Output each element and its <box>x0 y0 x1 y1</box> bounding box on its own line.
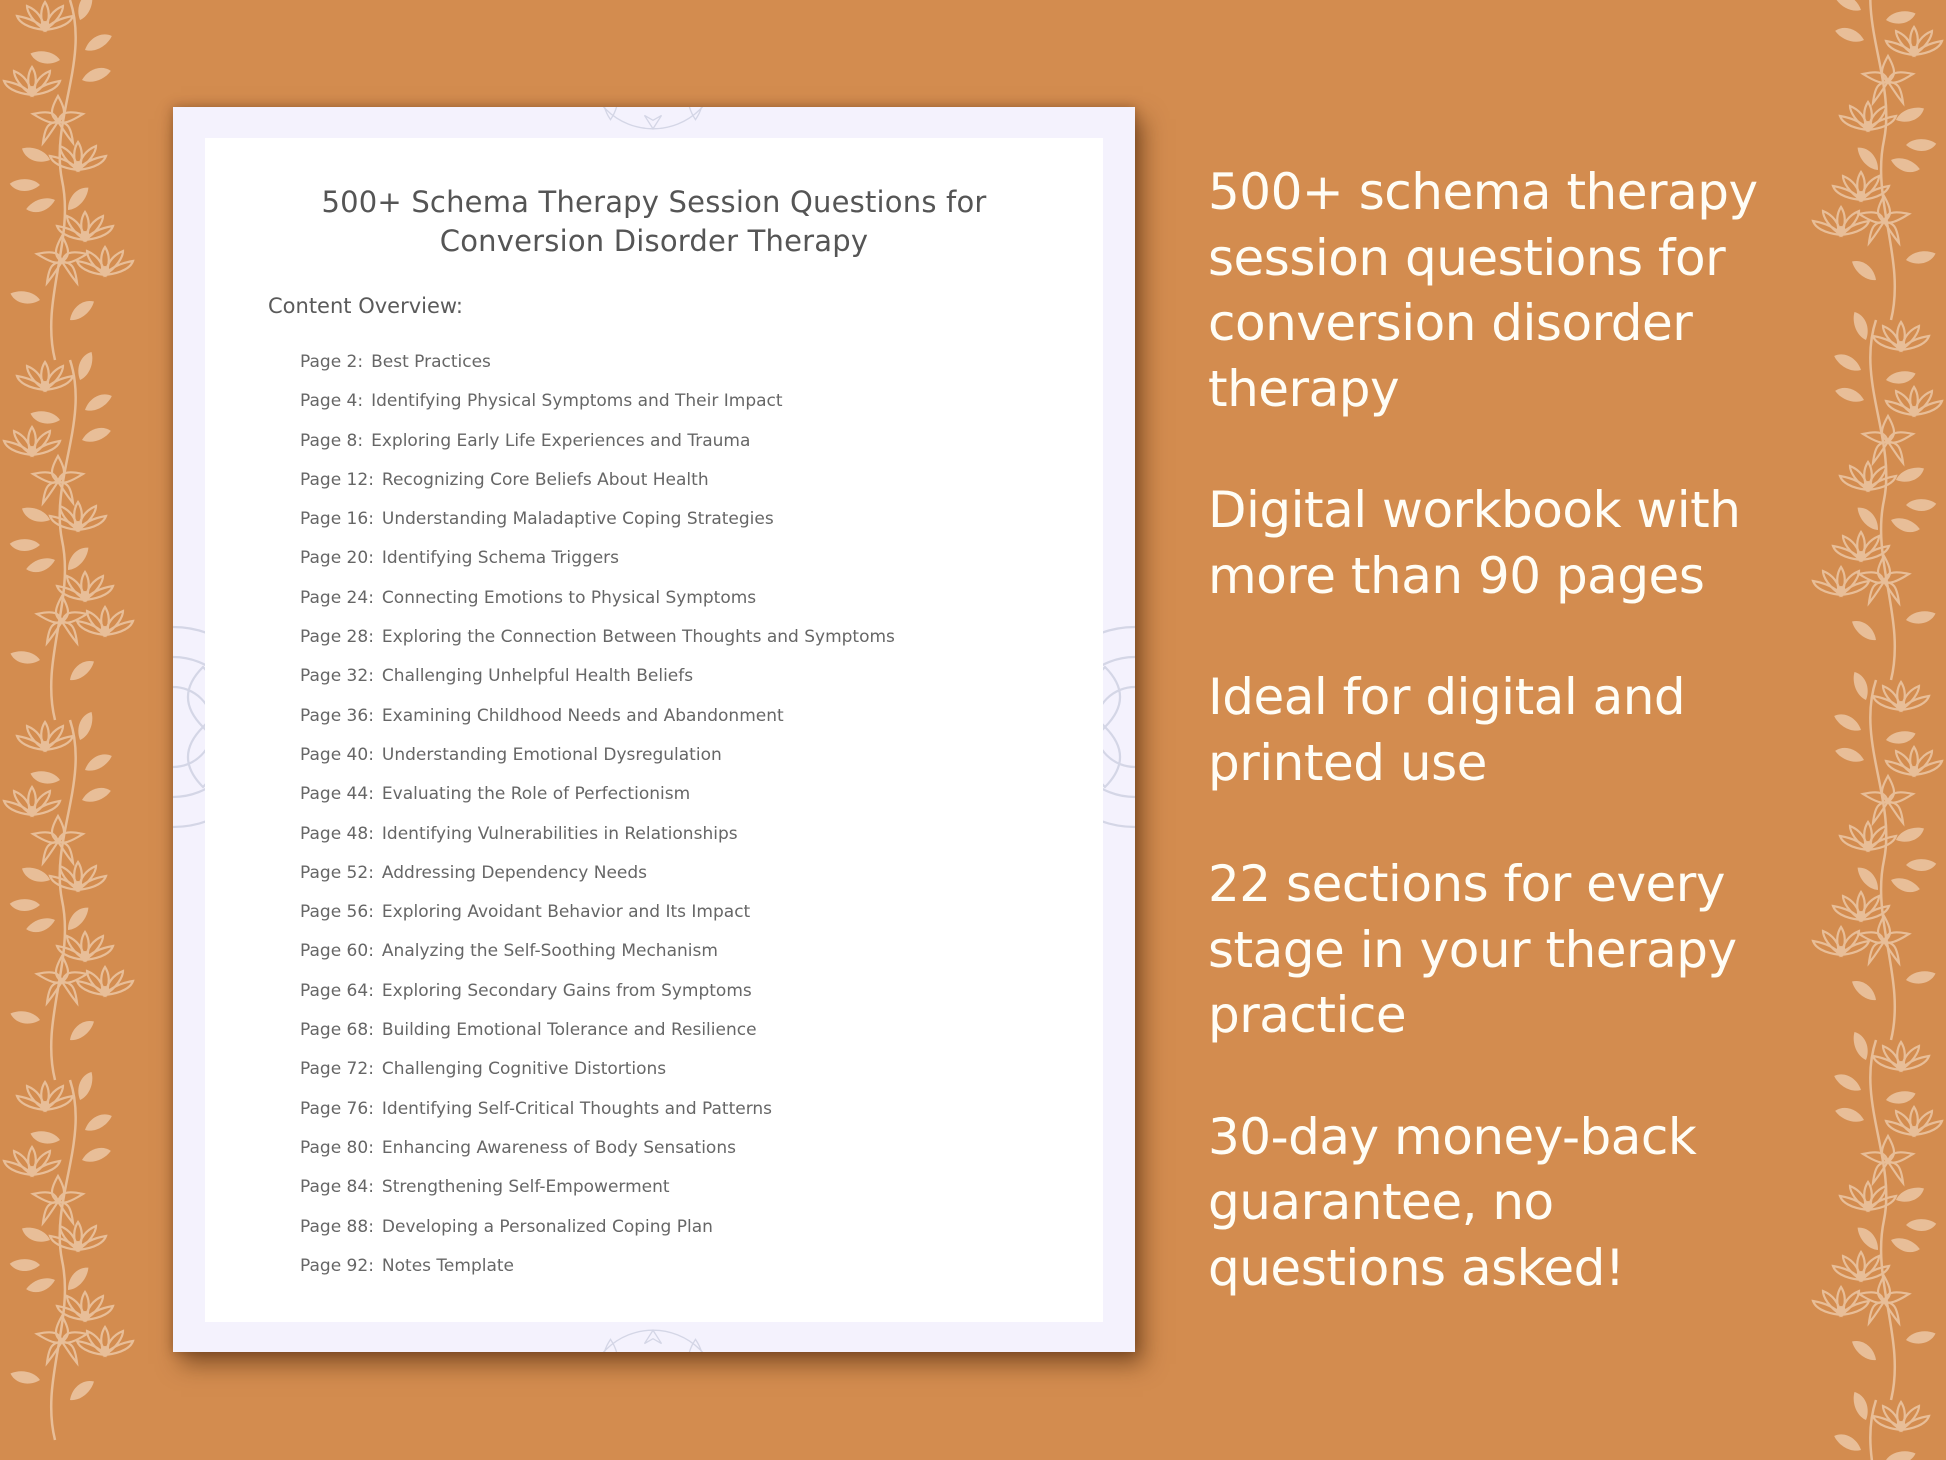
toc-item <box>300 697 895 736</box>
toc-title: Identifying Self-Critical Thoughts and Patterns <box>381 1098 773 1119</box>
toc-page-number: Page 60: <box>300 941 374 962</box>
feature-line: guarantee, no <box>1208 1173 1554 1231</box>
page-content-area <box>205 138 1103 1322</box>
feature-line: conversion disorder <box>1208 294 1693 352</box>
toc-item <box>300 343 895 382</box>
toc-page-number: Page 2: <box>300 352 364 372</box>
document-title <box>205 183 1103 261</box>
toc-page-number: Page 12: <box>300 469 374 490</box>
feature-line: Digital workbook with <box>1208 481 1741 539</box>
floral-vine-right-icon <box>1806 0 1946 1460</box>
toc-page-number: Page 52: <box>300 862 374 883</box>
toc-page-number: Page 76: <box>300 1098 374 1119</box>
toc-item <box>300 972 895 1011</box>
toc-title: Challenging Cognitive Distortions <box>381 1059 667 1080</box>
toc-title: Developing a Personalized Coping Plan <box>381 1216 713 1237</box>
toc-title: Enhancing Awareness of Body Sensations <box>381 1137 736 1158</box>
floral-vine-left-icon <box>0 0 140 1460</box>
toc-title: Connecting Emotions to Physical Symptoms <box>381 587 757 608</box>
feature-list <box>1208 160 1768 1357</box>
toc-item <box>300 579 895 618</box>
toc-page-number: Page 20: <box>300 548 374 569</box>
toc-page-number: Page 68: <box>300 1020 374 1041</box>
mandala-right-icon <box>1100 617 1135 837</box>
document-page <box>173 107 1135 1352</box>
toc-page-number: Page 92: <box>300 1255 374 1276</box>
toc-title: Notes Template <box>381 1255 514 1276</box>
toc-item <box>300 539 895 578</box>
document-title-line-2: Conversion Disorder Therapy <box>439 224 869 258</box>
toc-title: Exploring Early Life Experiences and Trauma <box>371 430 751 451</box>
toc-page-number: Page 84: <box>300 1177 374 1198</box>
toc-page-number: Page 32: <box>300 666 374 687</box>
feature-guarantee <box>1208 1105 1768 1302</box>
content-overview-heading: Content Overview: <box>268 294 463 318</box>
toc-title: Exploring Avoidant Behavior and Its Impact <box>381 902 751 923</box>
feature-usage <box>1208 665 1768 796</box>
toc-item <box>300 382 895 421</box>
toc-page-number: Page 4: <box>300 391 364 412</box>
toc-page-number: Page 16: <box>300 509 374 530</box>
feature-question-count <box>1208 160 1768 422</box>
mandala-left-icon <box>173 617 208 837</box>
toc-title: Exploring Secondary Gains from Symptoms <box>381 980 752 1001</box>
toc-item <box>300 1129 895 1168</box>
toc-title: Examining Childhood Needs and Abandonment <box>381 705 784 726</box>
toc-page-number: Page 28: <box>300 627 374 648</box>
toc-title: Understanding Maladaptive Coping Strategies <box>381 509 774 530</box>
toc-page-number: Page 36: <box>300 705 374 726</box>
toc-item <box>300 1208 895 1247</box>
toc-page-number: Page 40: <box>300 744 374 765</box>
toc-item <box>300 618 895 657</box>
toc-page-number: Page 56: <box>300 902 374 923</box>
toc-item <box>300 1050 895 1089</box>
toc-title: Challenging Unhelpful Health Beliefs <box>381 666 694 687</box>
toc-item <box>300 1090 895 1129</box>
feature-line: Ideal for digital and <box>1208 668 1686 726</box>
toc-item <box>300 932 895 971</box>
toc-item <box>300 1168 895 1207</box>
toc-item <box>300 736 895 775</box>
toc-title: Building Emotional Tolerance and Resilience <box>381 1020 757 1041</box>
toc-item <box>300 1011 895 1050</box>
toc-page-number: Page 80: <box>300 1137 374 1158</box>
toc-item <box>300 854 895 893</box>
toc-title: Strengthening Self-Empowerment <box>381 1177 670 1198</box>
feature-line: more than 90 pages <box>1208 546 1705 605</box>
toc-title: Recognizing Core Beliefs About Health <box>381 469 709 490</box>
feature-line: 30-day money-back <box>1208 1107 1697 1166</box>
feature-line: therapy <box>1208 359 1400 418</box>
toc-item <box>300 893 895 932</box>
toc-title: Addressing Dependency Needs <box>381 862 648 883</box>
toc-item <box>300 775 895 814</box>
toc-title: Exploring the Connection Between Thoughts and Symptoms <box>381 627 895 648</box>
toc-item <box>300 500 895 539</box>
feature-page-count <box>1208 478 1768 609</box>
toc-page-number: Page 24: <box>300 587 374 608</box>
toc-title: Analyzing the Self-Soothing Mechanism <box>381 941 718 962</box>
toc-title: Identifying Schema Triggers <box>381 548 620 569</box>
feature-line: stage in your therapy <box>1208 920 1737 979</box>
toc-item <box>300 1247 895 1286</box>
toc-item <box>300 815 895 854</box>
toc-item <box>300 657 895 696</box>
feature-line: 500+ schema therapy <box>1208 163 1758 221</box>
toc-page-number: Page 72: <box>300 1059 374 1080</box>
toc-item <box>300 422 895 461</box>
document-title-line-1: 500+ Schema Therapy Session Questions for <box>321 185 987 219</box>
toc-page-number: Page 44: <box>300 784 374 805</box>
toc-title: Best Practices <box>371 352 491 372</box>
toc-item <box>300 461 895 500</box>
feature-line: practice <box>1208 986 1407 1044</box>
feature-line: printed use <box>1208 733 1487 792</box>
feature-line: session questions for <box>1208 228 1726 287</box>
feature-sections <box>1208 852 1768 1049</box>
toc-page-number: Page 8: <box>300 430 364 451</box>
table-of-contents <box>300 343 895 1286</box>
toc-page-number: Page 88: <box>300 1216 374 1237</box>
feature-line: 22 sections for every <box>1208 855 1725 913</box>
toc-title: Identifying Physical Symptoms and Their Impact <box>371 391 783 412</box>
feature-line: questions asked! <box>1208 1238 1625 1297</box>
toc-title: Understanding Emotional Dysregulation <box>381 744 722 765</box>
toc-page-number: Page 64: <box>300 980 374 1001</box>
toc-title: Identifying Vulnerabilities in Relationships <box>381 823 738 844</box>
toc-title: Evaluating the Role of Perfectionism <box>381 784 691 805</box>
toc-page-number: Page 48: <box>300 823 374 844</box>
